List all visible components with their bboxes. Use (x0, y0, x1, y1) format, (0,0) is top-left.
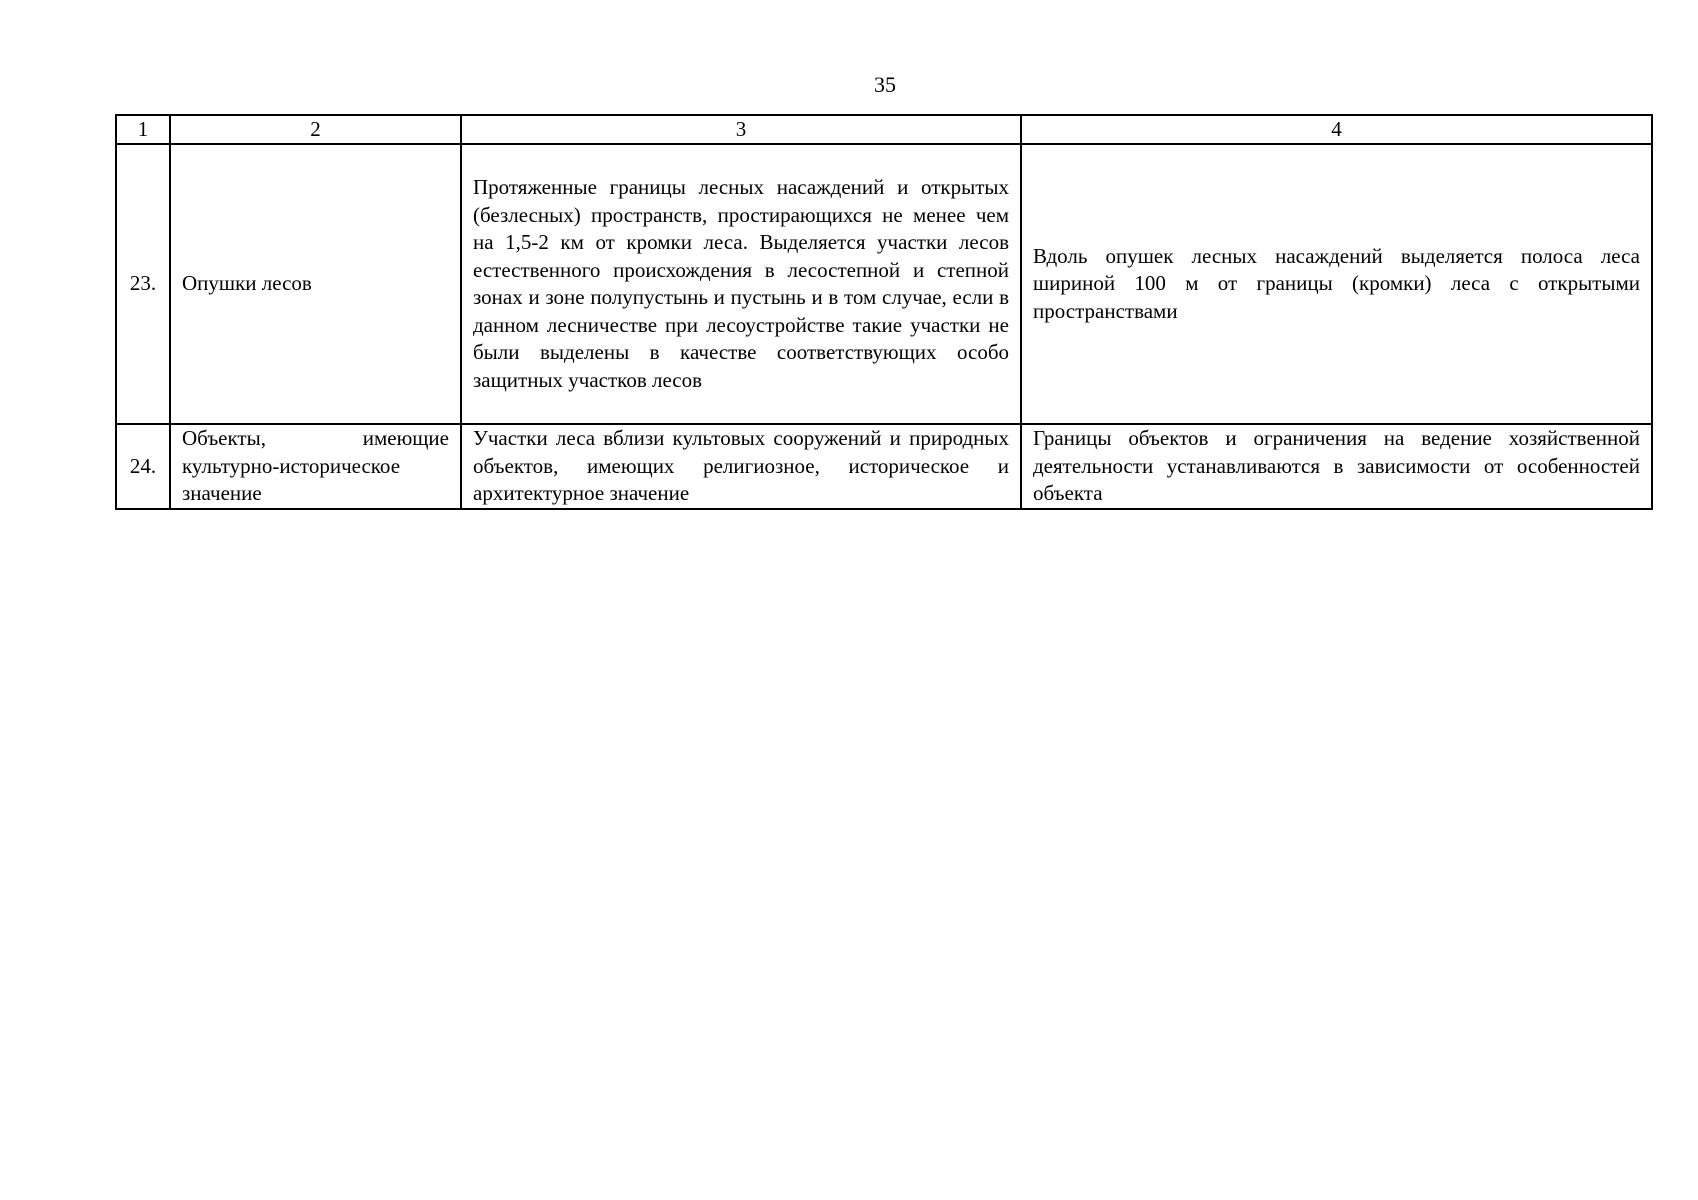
column-header-3: 3 (461, 115, 1021, 144)
column-header-1: 1 (116, 115, 170, 144)
column-header-2: 2 (170, 115, 461, 144)
row-number: 24. (116, 424, 170, 509)
row-number: 23. (116, 144, 170, 424)
table-header-row (116, 115, 1652, 144)
row-rules: Границы объектов и ограничения на ведение хозяйственной деятельности устанавливаются в зависимости от особенностей объекта (1021, 424, 1652, 509)
row-description: Протяженные границы лесных насаждений и открытых (безлесных) пространств, простирающихся не менее чем на 1,5-2 км от кромки леса. Выделяется участки лесов естественного происхождения в лесостепной и степной зонах и зоне полупустынь и пустынь и в том случае, если в данном лесничестве при лесоустройстве такие участки не были выделены в качестве соответствующих особо защитных участков лесов (461, 144, 1021, 424)
table-row (116, 144, 1652, 424)
row-rules: Вдоль опушек лесных насаждений выделяется полоса леса шириной 100 м от границы (кромки) леса с открытыми пространствами (1021, 144, 1652, 424)
row-name: Опушки лесов (170, 144, 461, 424)
forest-areas-table (115, 114, 1653, 510)
row-name: Объекты, имеющие культурно-историческое значение (170, 424, 461, 509)
row-description: Участки леса вблизи культовых сооружений и природных объектов, имеющих религиозное, историческое и архитектурное значение (461, 424, 1021, 509)
page-number: 35 (874, 72, 896, 97)
table-row (116, 424, 1652, 509)
column-header-4: 4 (1021, 115, 1652, 144)
